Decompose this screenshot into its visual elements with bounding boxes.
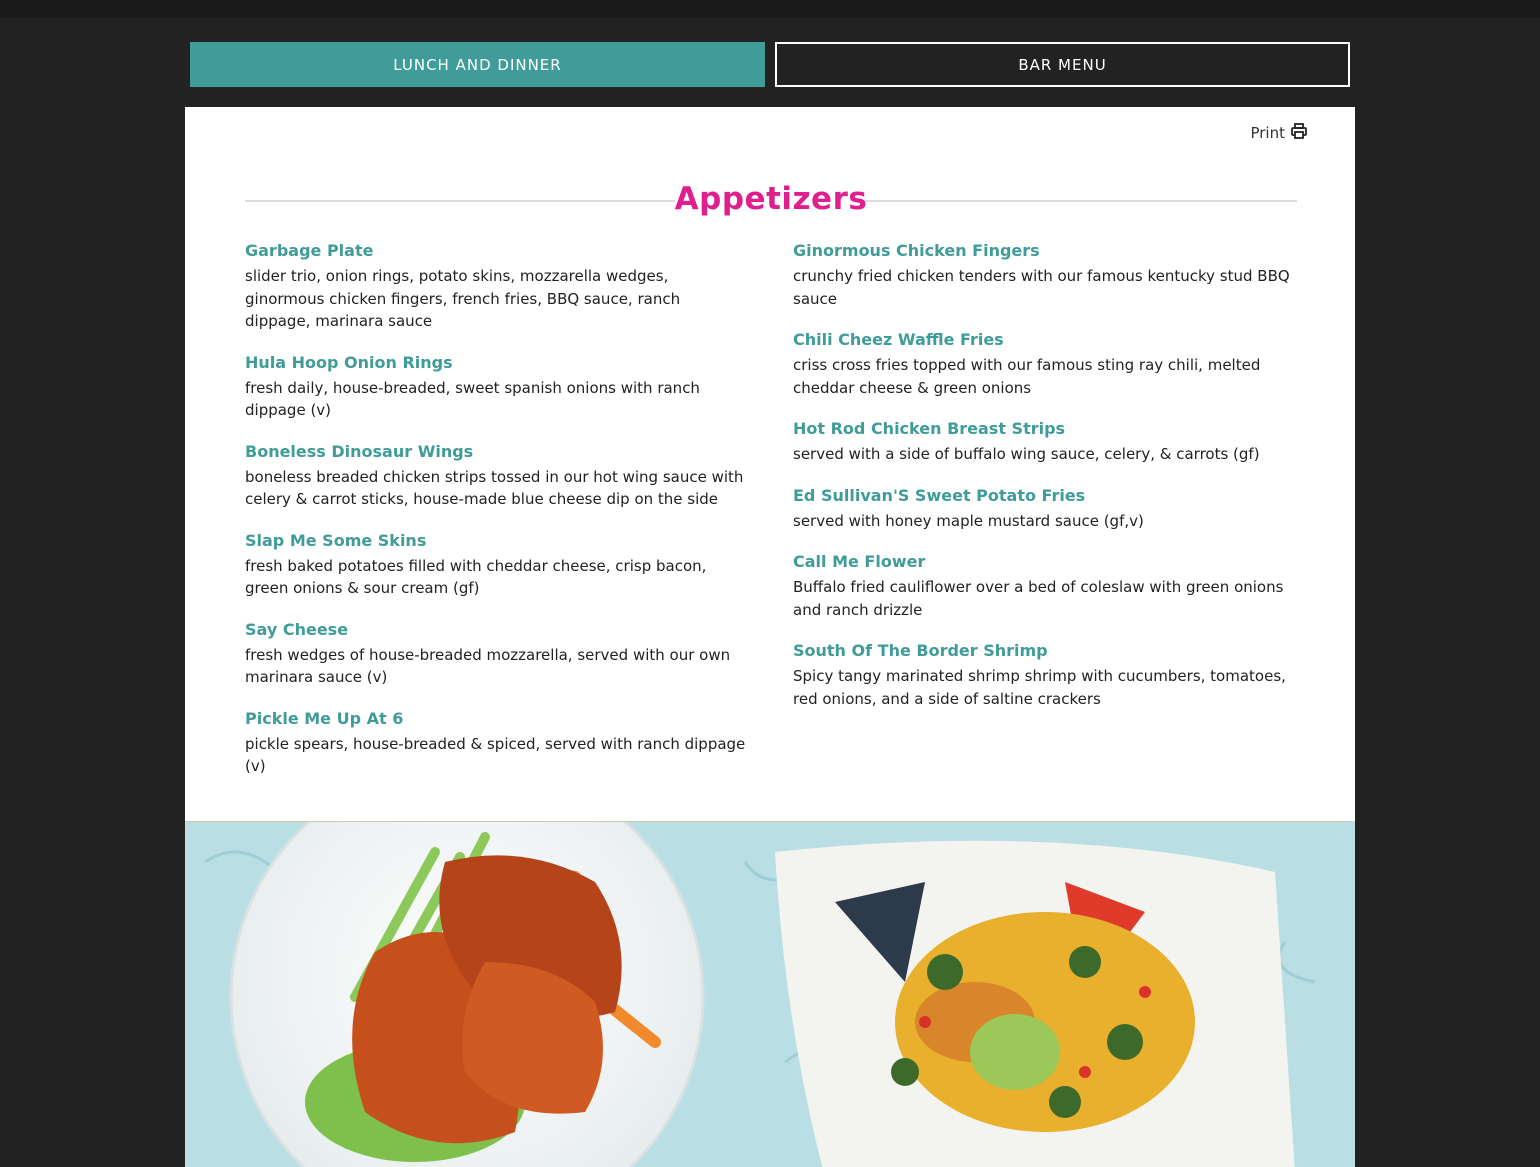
tab-lunch-and-dinner[interactable]: LUNCH AND DINNER — [190, 42, 765, 87]
menu-item-description: fresh daily, house-breaded, sweet spanish onions with ranch dippage (v) — [245, 378, 700, 419]
menu-item-name: Pickle Me Up At 6 — [245, 708, 404, 728]
menu-item-name: Hula Hoop Onion Rings — [245, 352, 453, 372]
menu-item-name: Ed Sullivan'S Sweet Potato Fries — [793, 485, 1086, 505]
menu-tabs — [190, 42, 1350, 87]
menu-item-name: Call Me Flower — [793, 552, 926, 571]
menu-item — [793, 552, 1297, 621]
menu-column-left — [245, 241, 749, 798]
menu-item-description: boneless breaded chicken strips tossed in our hot wing sauce with celery & carrot sticks, house-made blue cheese dip on the side — [245, 467, 744, 508]
menu-item — [793, 486, 1297, 533]
menu-item-description: slider trio, onion rings, potato skins, mozzarella wedges, ginormous chicken fingers, french fries, BBQ sauce, ranch dippage, marinara sauce — [245, 267, 681, 330]
menu-item-name: Boneless Dinosaur Wings — [245, 441, 474, 461]
menu-item — [245, 709, 749, 778]
menu-item-description: crunchy fried chicken tenders with our famous kentucky stud BBQ sauce — [793, 267, 1290, 308]
menu-item-description: pickle spears, house-breaded & spiced, served with ranch dippage (v) — [245, 734, 746, 775]
tab-bar-menu[interactable]: BAR MENU — [775, 42, 1350, 87]
menu-item-description: served with honey maple mustard sauce (gf,v) — [793, 511, 1144, 530]
menu-item-name: Garbage Plate — [245, 241, 374, 260]
menu-item-name: Say Cheese — [245, 619, 349, 639]
menu-item-name: Slap Me Some Skins — [245, 530, 427, 550]
print-label: Print — [1250, 124, 1285, 142]
menu-item-description: Buffalo fried cauliflower over a bed of coleslaw with green onions and ranch drizzle — [793, 578, 1284, 619]
top-bar — [0, 0, 1540, 18]
menu-panel — [185, 107, 1355, 822]
menu-item — [793, 330, 1297, 399]
print-button[interactable] — [1250, 123, 1307, 143]
menu-item-name: Ginormous Chicken Fingers — [793, 241, 1040, 260]
menu-item-description: served with a side of buffalo wing sauce, celery, & carrots (gf) — [793, 445, 1260, 463]
section-title: Appetizers — [674, 181, 868, 217]
photo-divider — [185, 815, 1355, 822]
printer-icon — [1291, 123, 1307, 143]
menu-item-name: Chili Cheez Waffle Fries — [793, 330, 1004, 349]
menu-item — [245, 531, 749, 600]
menu-item — [245, 353, 749, 422]
section-header — [245, 183, 1297, 219]
food-photo — [185, 822, 1355, 1167]
menu-item — [245, 442, 749, 511]
menu-item — [793, 241, 1297, 310]
menu-item-name: Hot Rod Chicken Breast Strips — [793, 419, 1066, 438]
menu-item — [793, 419, 1297, 466]
menu-item-description: criss cross fries topped with our famous sting ray chili, melted cheddar cheese & green onions — [793, 356, 1261, 397]
menu-item-description: Spicy tangy marinated shrimp shrimp with cucumbers, tomatoes, red onions, and a side of saltine crackers — [793, 667, 1286, 708]
menu-item — [793, 641, 1297, 710]
menu-item — [245, 620, 749, 689]
menu-item-name: South Of The Border Shrimp — [793, 641, 1048, 660]
menu-item — [245, 241, 749, 333]
menu-item-description: fresh baked potatoes filled with cheddar cheese, crisp bacon, green onions & sour cream (gf) — [245, 556, 707, 597]
menu-column-right — [793, 241, 1297, 730]
menu-item-description: fresh wedges of house-breaded mozzarella, served with our own marinara sauce (v) — [245, 645, 731, 686]
